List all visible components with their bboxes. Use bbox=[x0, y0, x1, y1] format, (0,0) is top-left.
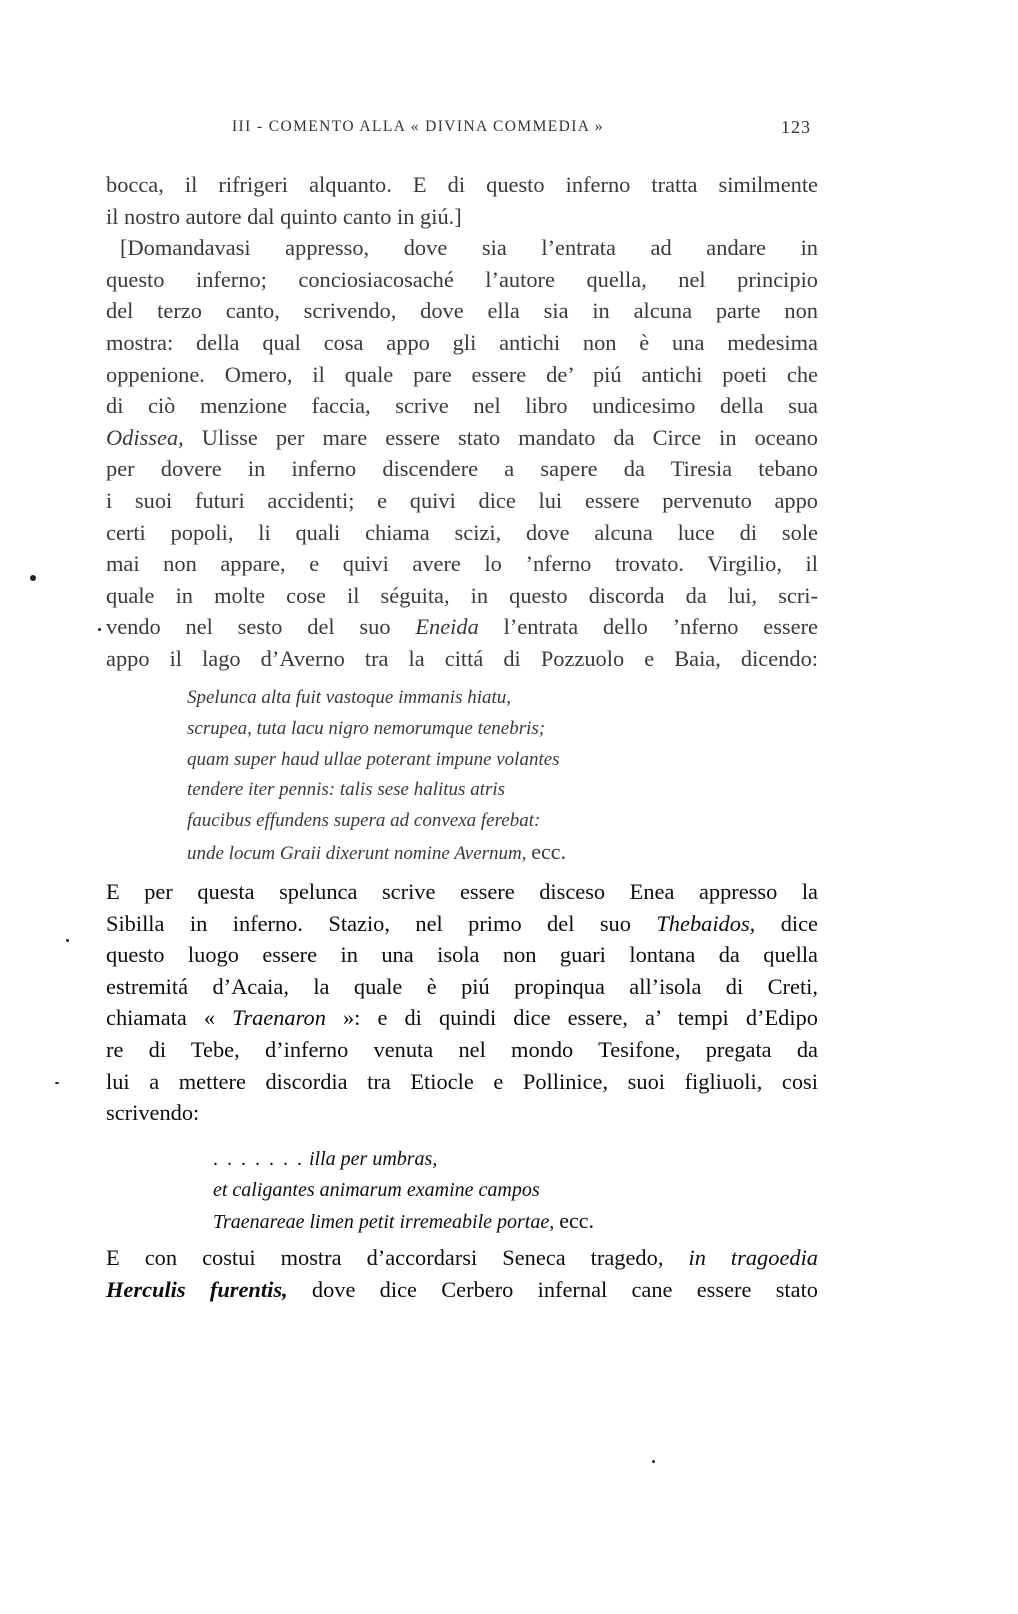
verse-line: quam super haud ullae poterant impune volantes bbox=[187, 748, 560, 770]
text-line: bocca, il rifrigeri alquanto. E di questo inferno tratta similmente bbox=[106, 172, 818, 197]
text-line: questo inferno; conciosiacosaché l’autore quella, nel principio bbox=[106, 266, 818, 292]
verse-line bbox=[213, 1144, 594, 1175]
text-fragment: vendo nel sesto del suo bbox=[106, 614, 391, 640]
text-line: i suoi futuri accidenti; e quivi dice lui essere pervenuto appo bbox=[106, 487, 818, 513]
ecc-label: ecc. bbox=[559, 1207, 595, 1233]
text-line: [Domandavasi appresso, dove sia l’entrata ad andare in bbox=[120, 235, 818, 261]
work-title-hercules: in tragoedia bbox=[688, 1245, 818, 1270]
verse-line bbox=[187, 837, 566, 868]
scan-speck bbox=[30, 575, 36, 581]
text-line: di ciò menzione faccia, scrive nel libro undicesimo della sua bbox=[106, 393, 818, 419]
text-fragment: E con costui mostra d’accordarsi Seneca tragedo, bbox=[106, 1245, 664, 1270]
text-line: del terzo canto, scrivendo, dove ella sia in alcuna parte non bbox=[106, 298, 818, 324]
verse-text: Traenareae limen petit irremeabile portae, bbox=[213, 1210, 555, 1233]
verse-line: tendere iter pennis: talis sese halitus atris bbox=[187, 779, 506, 801]
verse-line bbox=[213, 1206, 594, 1237]
text-line: E per questa spelunca scrive essere disceso Enea appresso la bbox=[106, 879, 818, 904]
text-line: mai non appare, e quivi avere lo ’nferno trovato. Virgilio, il bbox=[106, 551, 818, 577]
verse-text: unde locum Graii dixerunt nomine Avernum, bbox=[187, 842, 527, 864]
text-line: re di Tebe, d’inferno venuta nel mondo Tesifone, pregata da bbox=[106, 1036, 818, 1062]
page-number: 123 bbox=[781, 117, 811, 137]
verse-line: scrupea, tuta lacu nigro nemorumque tenebris; bbox=[187, 717, 546, 739]
work-title-eneida: Eneida bbox=[415, 614, 479, 640]
verse-line: Spelunca alta fuit vastoque immanis hiatu, bbox=[187, 687, 512, 708]
text-fragment: dove dice Cerbero infernal cane essere stato bbox=[311, 1276, 818, 1302]
text-fragment: l’entrata dello ’nferno essere bbox=[503, 614, 818, 640]
text-line: estremitá d’Acaia, la quale è piú propinqua all’isola di Creti, bbox=[106, 973, 818, 999]
work-title-thebaidos: Thebaidos, bbox=[656, 910, 756, 936]
main-text-block-2 bbox=[106, 876, 818, 1129]
text-fragment: »: e di quindi dice essere, a’ tempi d’Edipo bbox=[342, 1005, 818, 1031]
work-title-odissea: Odissea, bbox=[106, 424, 184, 450]
text-line: quale in molte cose il séguita, in questo discorda da lui, scri- bbox=[106, 582, 818, 608]
text-line: lui a mettere discordia tra Etiocle e Pollinice, suoi figliuoli, cosi bbox=[106, 1068, 818, 1094]
text-line: certi popoli, li quali chiama scizi, dove alcuna luce di sole bbox=[106, 519, 818, 545]
text-line: il nostro autore dal quinto canto in giú.] bbox=[106, 203, 462, 229]
verse-text: illa per umbras, bbox=[309, 1148, 438, 1170]
text-line: scrivendo: bbox=[106, 1100, 200, 1126]
main-text-block-3 bbox=[106, 1242, 818, 1305]
work-title-hercules-cont: Herculis furentis, bbox=[106, 1276, 288, 1302]
main-text-block bbox=[106, 169, 818, 675]
text-fragment: Ulisse per mare essere stato mandato da Circe in oceano bbox=[201, 424, 818, 450]
scan-speck bbox=[98, 628, 101, 631]
text-line bbox=[106, 1242, 818, 1274]
text-fragment: Sibilla in inferno. Stazio, nel primo del suo bbox=[106, 910, 631, 936]
text-line bbox=[106, 908, 818, 940]
latin-quote-statius bbox=[213, 1144, 594, 1236]
verse-line: faucibus effundens supera ad convexa ferebat: bbox=[187, 810, 541, 832]
scan-speck bbox=[55, 1082, 59, 1084]
text-line bbox=[106, 611, 818, 643]
scan-speck bbox=[652, 1460, 655, 1463]
running-title: III - COMENTO ALLA « DIVINA COMMEDIA » bbox=[232, 118, 604, 135]
text-line: appo il lago d’Averno tra la cittá di Pozzuolo e Baia, dicendo: bbox=[106, 645, 818, 671]
text-fragment: dice bbox=[780, 910, 818, 936]
text-fragment: chiamata « bbox=[106, 1005, 216, 1031]
text-line: mostra: della qual cosa appo gli antichi non è una medesima bbox=[106, 329, 818, 355]
verse-line: et caligantes animarum examine campos bbox=[213, 1178, 540, 1201]
text-line: per dovere in inferno discendere a sapere da Tiresia tebano bbox=[106, 456, 818, 482]
latin-quote-virgil bbox=[187, 683, 566, 868]
text-line bbox=[106, 422, 818, 454]
ecc-label: ecc. bbox=[531, 838, 567, 864]
scan-speck bbox=[66, 939, 69, 942]
text-line bbox=[106, 1002, 818, 1034]
ellipsis-dots: . . . . . . . bbox=[213, 1148, 304, 1170]
place-name-traenaron: Traenaron bbox=[232, 1005, 326, 1031]
text-line: questo luogo essere in una isola non guari lontana da quella bbox=[106, 942, 818, 968]
text-line bbox=[106, 1274, 818, 1306]
text-line: oppenione. Omero, il quale pare essere de’ piú antichi poeti che bbox=[106, 361, 818, 387]
